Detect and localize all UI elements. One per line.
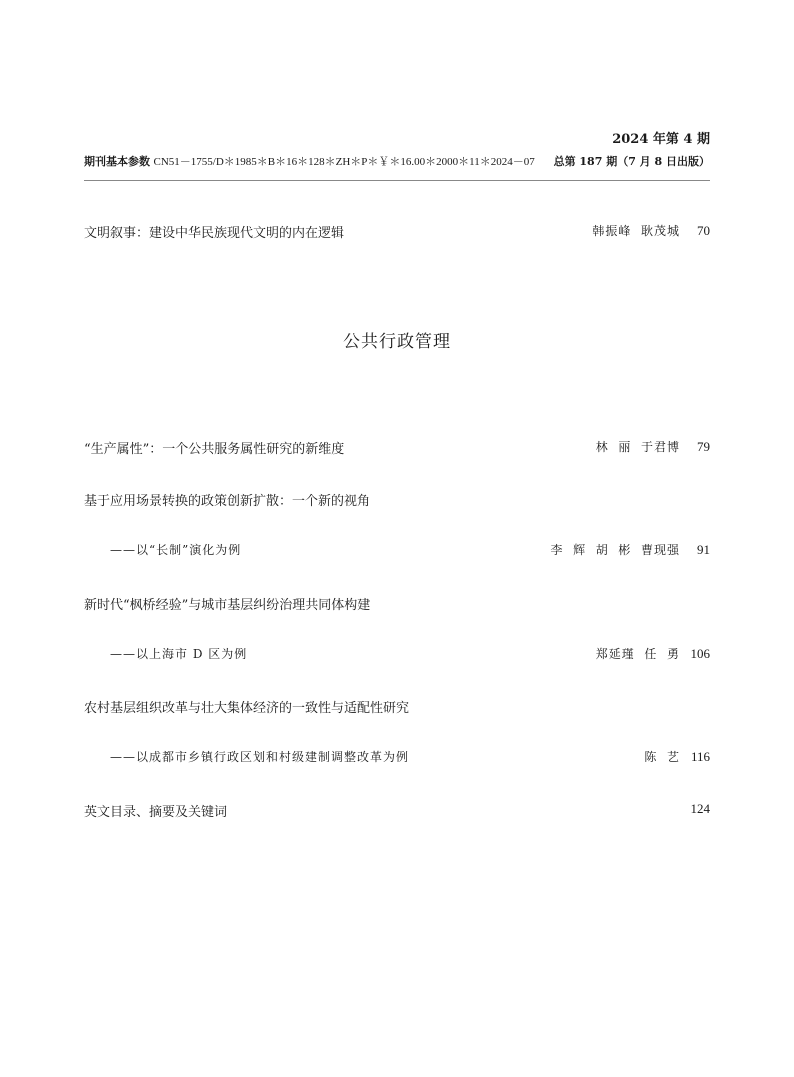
- entry-subtitle: ——以成都市乡镇行政区划和村级建制调整改革为例: [110, 750, 410, 764]
- entry-subtitle: ——以“长制”演化为例: [110, 543, 242, 557]
- toc-subentry: [84, 645, 710, 665]
- entry-authors: 韩振峰 耿茂城: [592, 224, 680, 238]
- journal-params-row: [84, 153, 710, 169]
- entry-authors: 郑延瑾 任 勇: [595, 647, 680, 661]
- toc-entry: [84, 490, 710, 510]
- toc-subentry: [84, 748, 710, 768]
- entry-title: “生产属性”：一个公共服务属性研究的新维度: [84, 442, 345, 457]
- entry-title: 文明叙事：建设中华民族现代文明的内在逻辑: [84, 226, 345, 241]
- entry-authors: 李 辉 胡 彬 曹现强: [550, 543, 680, 557]
- entry-authors: 陈 艺: [644, 750, 680, 764]
- entry-meta: [596, 645, 710, 662]
- toc-entry: [84, 697, 710, 717]
- entry-subtitle: ——以上海市 D 区为例: [110, 647, 248, 661]
- toc-entry: [84, 438, 710, 458]
- entry-title: 新时代“枫桥经验”与城市基层纠纷治理共同体构建: [84, 598, 371, 613]
- toc-subentry: [84, 541, 710, 561]
- entry-page: 124: [690, 801, 710, 816]
- header-divider: [84, 180, 710, 181]
- entry-meta: [596, 438, 710, 455]
- entry-meta: [592, 222, 710, 239]
- entry-title: 英文目录、摘要及关键词: [84, 805, 228, 820]
- entry-meta: [680, 801, 710, 817]
- toc-entry: [84, 594, 710, 614]
- entry-authors: 林 丽 于君博: [595, 440, 680, 454]
- entry-page: 79: [697, 439, 710, 454]
- entry-page: 91: [697, 542, 710, 557]
- entry-page: 70: [697, 223, 710, 238]
- entry-title: 农村基层组织改革与壮大集体经济的一致性与适配性研究: [84, 701, 410, 716]
- section-heading: 公共行政管理: [343, 332, 451, 352]
- entry-page: 116: [690, 749, 710, 764]
- toc-entry: [84, 801, 710, 821]
- params-code: CN51－1755/D＊1985＊B＊16＊128＊ZH＊P＊￥＊16.00＊2000＊11＊2024－07: [153, 156, 535, 168]
- total-issue-label: 总第 187 期（7 月 8 日出版）: [553, 155, 710, 168]
- entry-page: 106: [690, 646, 710, 661]
- toc-entry: [84, 222, 710, 242]
- issue-label: 2024 年第 4 期: [612, 132, 710, 147]
- params-label: 期刊基本参数: [84, 155, 150, 168]
- entry-title: 基于应用场景转换的政策创新扩散：一个新的视角: [84, 494, 371, 509]
- entry-meta: [644, 748, 710, 765]
- entry-meta: [550, 541, 710, 558]
